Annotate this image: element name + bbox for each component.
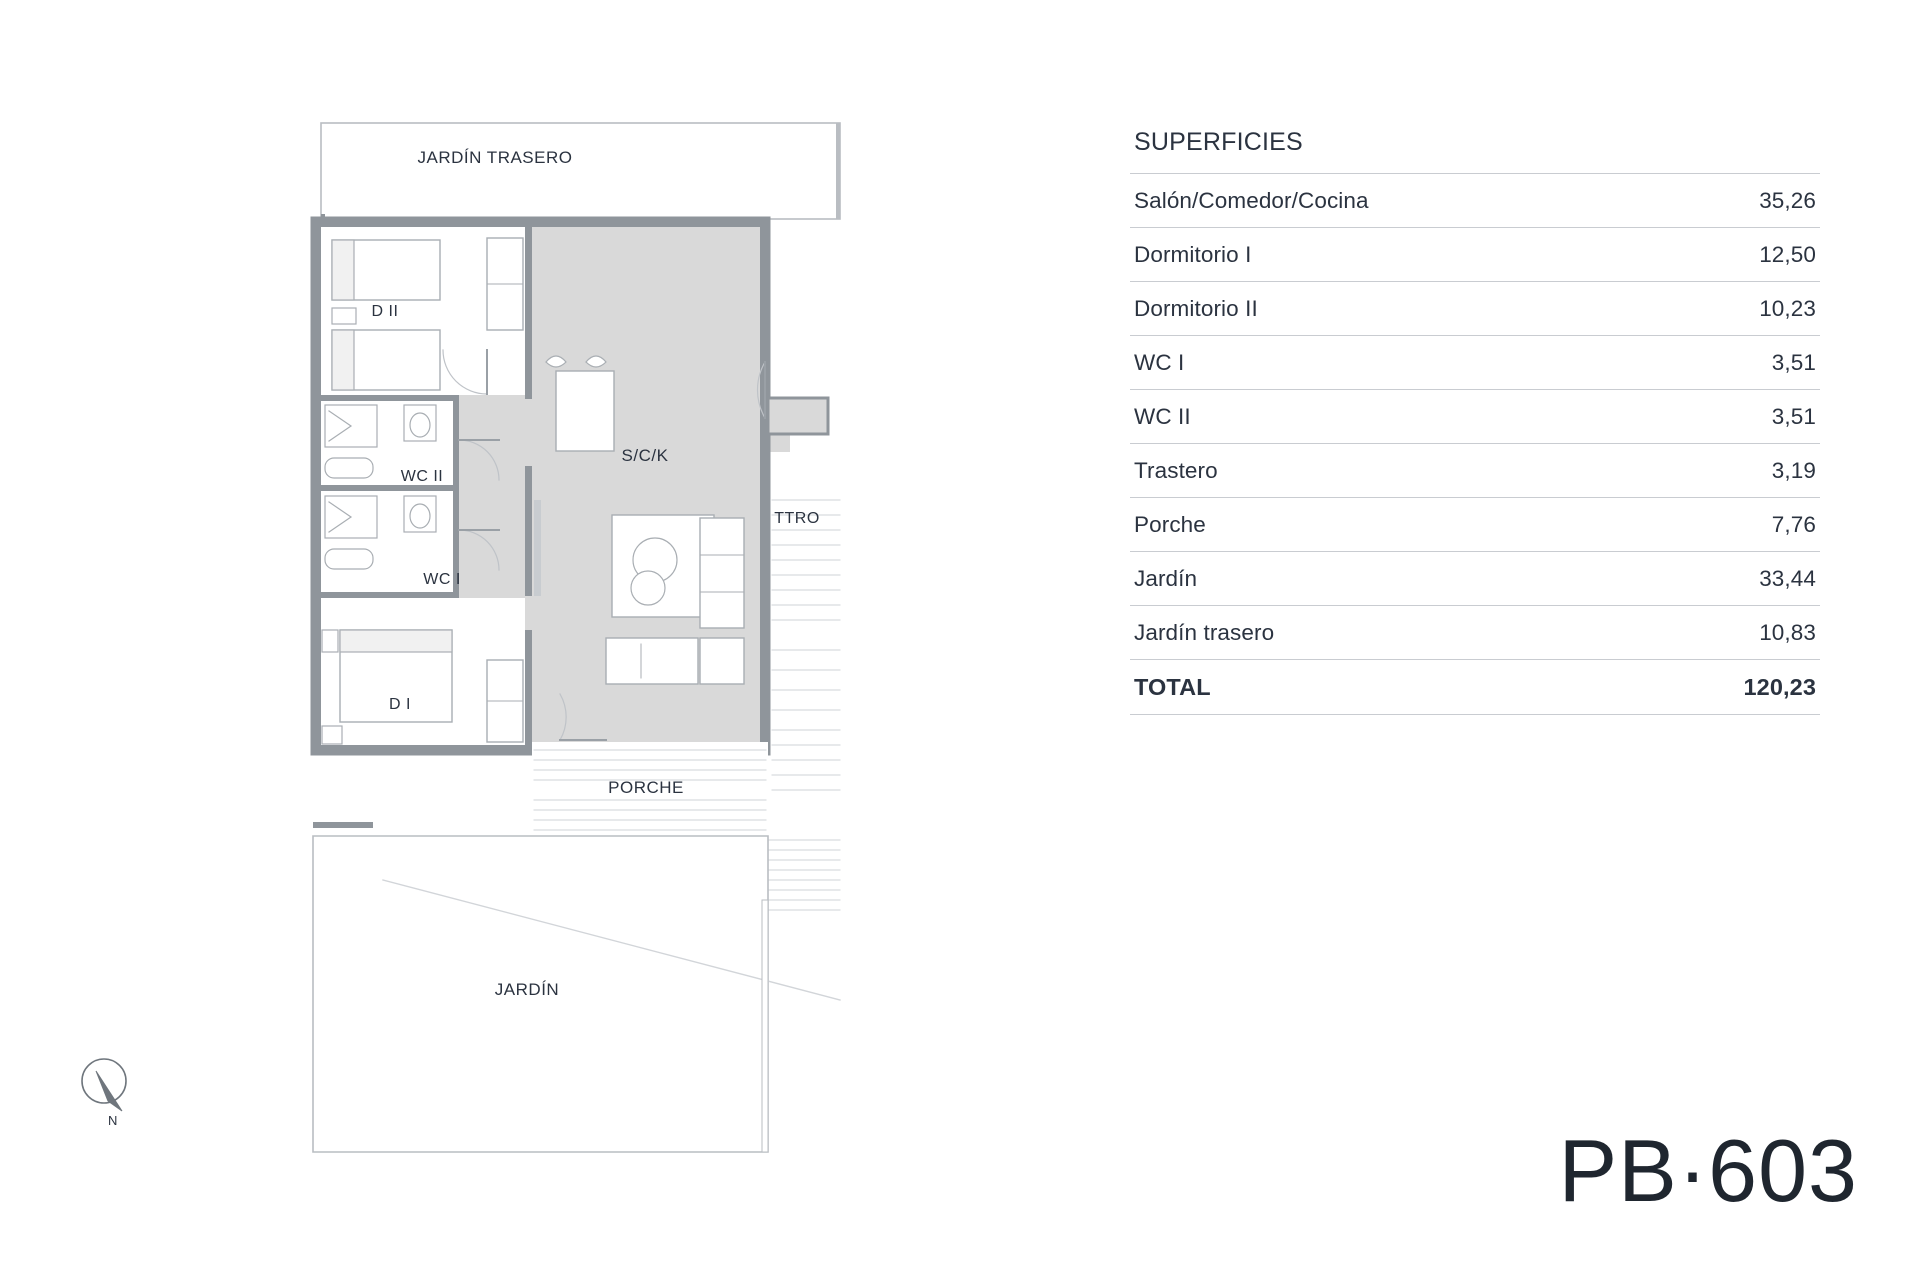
table-row [1130, 552, 1820, 606]
wall-right [760, 219, 768, 753]
surface-value: 3,51 [1771, 350, 1816, 375]
tv-unit [700, 518, 744, 628]
surface-name: Dormitorio I [1134, 242, 1252, 267]
label-wc-1: WC I [423, 571, 461, 588]
nightstand-2 [332, 308, 356, 324]
garden-wall-left-stub [313, 822, 373, 828]
compass-rose [78, 1055, 144, 1135]
surface-value: 3,51 [1771, 404, 1816, 429]
nightstand-1a [322, 630, 338, 652]
partition-vertical-mid [525, 466, 532, 596]
label-jardin-trasero: JARDÍN TRASERO [417, 148, 573, 167]
pillow-2b [332, 330, 354, 390]
label-porche: PORCHE [608, 778, 684, 797]
partition-vertical-north [525, 219, 532, 399]
table-row [1130, 228, 1820, 282]
surface-name: Salón/Comedor/Cocina [1134, 188, 1369, 213]
surfaces-title: SUPERFICIES [1130, 120, 1820, 174]
table-row [1130, 498, 1820, 552]
surface-name: WC II [1134, 404, 1191, 429]
label-salon-comedor-cocina: S/C/K [621, 446, 669, 465]
label-trastero: TTRO [774, 510, 820, 527]
side-table [700, 638, 744, 684]
partition-wc1-bottom [321, 592, 459, 598]
partition-corridor [453, 395, 459, 598]
partition-d2-bottom [321, 395, 459, 401]
sofa-cushion-2 [631, 571, 665, 605]
sink-1 [325, 549, 373, 569]
total-value: 120,23 [1743, 674, 1816, 700]
label-jardin: JARDÍN [494, 980, 560, 999]
label-dormitorio-2: D II [371, 303, 399, 320]
table-row [1130, 444, 1820, 498]
surface-value: 3,19 [1771, 458, 1816, 483]
compass-north-label: N [108, 1113, 118, 1128]
table-row-total [1130, 660, 1820, 715]
coffee-table [606, 638, 698, 684]
label-wc-2: WC II [400, 468, 444, 485]
partition-vertical-south [525, 630, 532, 753]
wall-top [313, 219, 768, 227]
surface-name: WC I [1134, 350, 1185, 375]
pillow-2a [332, 240, 354, 300]
surface-name: Jardín [1134, 566, 1198, 591]
surface-name: Porche [1134, 512, 1206, 537]
table-row [1130, 282, 1820, 336]
surface-value: 10,83 [1759, 620, 1816, 645]
label-dormitorio-1: D I [389, 696, 411, 713]
trastero-room [768, 398, 828, 434]
rear-connector-right [836, 123, 840, 219]
garden-wall-right [762, 900, 768, 1152]
wall-left [313, 219, 321, 753]
side-steps-hatch [772, 500, 840, 790]
plan-code: PB·603 [1558, 1121, 1858, 1220]
surface-name: Trastero [1134, 458, 1218, 483]
surface-name: Jardín trasero [1134, 620, 1275, 645]
rear-connector-left [321, 214, 325, 224]
surfaces-table [1130, 120, 1820, 715]
total-label: TOTAL [1134, 674, 1211, 700]
compass-circle [82, 1059, 126, 1103]
surface-value: 10,23 [1759, 296, 1816, 321]
nightstand-1b [322, 726, 342, 744]
table-row [1130, 336, 1820, 390]
table-row [1130, 606, 1820, 660]
sliding-door [534, 500, 541, 596]
dining-table [556, 371, 614, 451]
rear-garden-outline [321, 123, 840, 219]
toilet-1-bowl [410, 504, 430, 528]
sink-2 [325, 458, 373, 478]
pillow-1 [340, 630, 452, 652]
surface-value: 7,76 [1771, 512, 1816, 537]
table-row [1130, 174, 1820, 228]
surface-value: 33,44 [1759, 566, 1816, 591]
table-row [1130, 390, 1820, 444]
surface-name: Dormitorio II [1134, 296, 1258, 321]
surface-value: 35,26 [1759, 188, 1816, 213]
toilet-2-bowl [410, 413, 430, 437]
surface-value: 12,50 [1759, 242, 1816, 267]
